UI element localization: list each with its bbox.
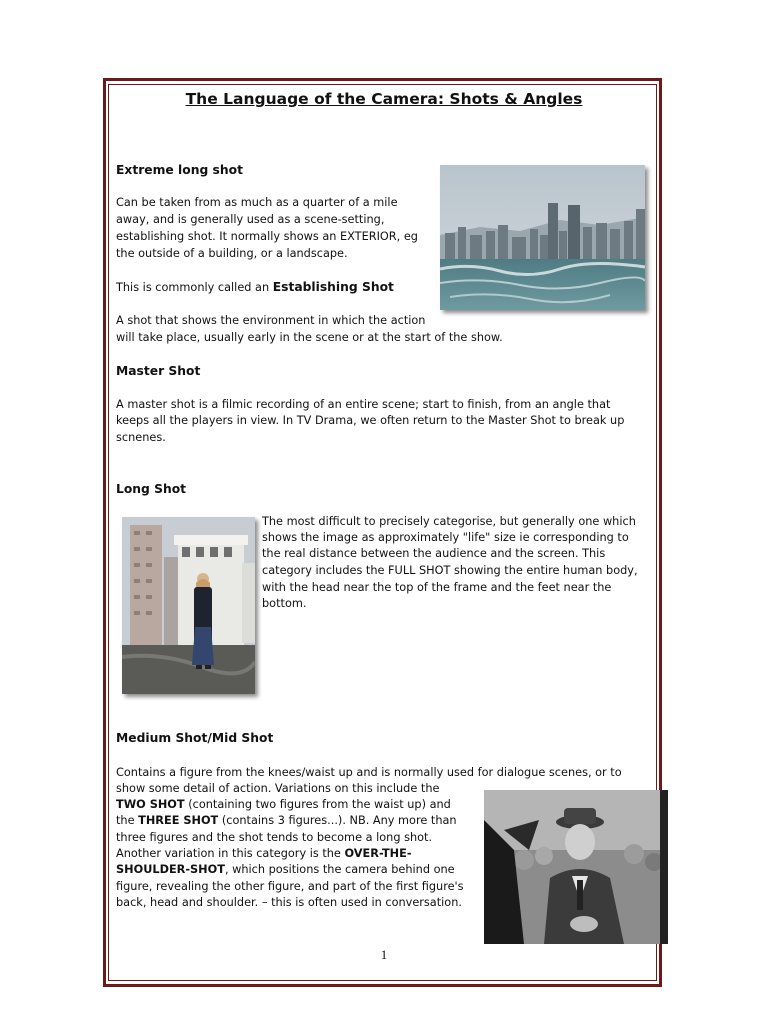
text-line: A master shot is a filmic recording of an entire scene; start to finish, from an angle that xyxy=(116,398,611,411)
text-line: show some detail of action. Variations on this include the xyxy=(116,782,440,795)
medium-shot-image xyxy=(484,790,668,944)
text-line xyxy=(116,862,455,879)
film-still-illustration xyxy=(484,790,668,944)
text-span: (containing two figures from the waist up) and xyxy=(184,798,451,811)
text-line: keeps all the players in view. In TV Drama, we often return to the Master Shot to break up xyxy=(116,414,625,427)
text-span: This is commonly called an xyxy=(116,281,273,294)
text-line: Can be taken from as much as a quarter of a mile xyxy=(116,196,398,209)
skyline-illustration xyxy=(440,165,645,310)
text-line: The most difficult to precisely categorise, but generally one which xyxy=(262,515,636,528)
bold-term: TWO SHOT xyxy=(116,798,185,811)
text-span: the xyxy=(116,814,139,827)
bold-term: THREE SHOT xyxy=(138,814,219,827)
text-line: the real distance between the audience and the screen. This xyxy=(262,547,606,560)
heading-long-shot: Long Shot xyxy=(116,482,187,496)
skyline-image xyxy=(440,165,645,310)
heading-medium-shot: Medium Shot/Mid Shot xyxy=(116,731,274,745)
establishing-shot-line xyxy=(116,279,394,297)
text-line: will take place, usually early in the scene or at the start of the show. xyxy=(116,331,503,344)
text-line: scnenes. xyxy=(116,431,166,444)
text-line: establishing shot. It normally shows an EXTERIOR, eg xyxy=(116,230,418,243)
text-line: the outside of a building, or a landscape. xyxy=(116,247,348,260)
text-line: figure, revealing the other figure, and part of the first figure's xyxy=(116,880,464,893)
text-line xyxy=(116,813,457,830)
text-line: with the head near the top of the frame and the feet near the xyxy=(262,581,612,594)
text-span: , which positions the camera behind one xyxy=(224,863,455,876)
text-line xyxy=(116,797,451,814)
text-line: category includes the FULL SHOT showing the entire human body, xyxy=(262,564,638,577)
text-line: Contains a figure from the knees/waist up and is normally used for dialogue scenes, or to xyxy=(116,766,622,779)
text-line: A shot that shows the environment in which the action xyxy=(116,314,426,327)
text-span: (contains 3 figures...). NB. Any more than xyxy=(218,814,457,827)
text-line: away, and is generally used as a scene-setting, xyxy=(116,213,385,226)
text-line: bottom. xyxy=(262,597,307,610)
bold-term: SHOULDER-SHOT xyxy=(116,863,225,876)
text-line: three figures and the shot tends to become a long shot. xyxy=(116,831,433,844)
rooftop-illustration xyxy=(122,517,255,694)
page-number: 1 xyxy=(380,947,388,962)
text-line: shows the image as approximately "life" size ie corresponding to xyxy=(262,531,629,544)
text-span: Another variation in this category is the xyxy=(116,847,345,860)
bold-term: OVER-THE- xyxy=(344,847,412,860)
bold-term: Establishing Shot xyxy=(272,280,394,294)
long-shot-image xyxy=(122,517,255,694)
heading-master-shot: Master Shot xyxy=(116,364,201,378)
text-line: back, head and shoulder. – this is often used in conversation. xyxy=(116,896,462,909)
heading-extreme-long-shot: Extreme long shot xyxy=(116,163,243,177)
text-line xyxy=(116,846,412,863)
page-title: The Language of the Camera: Shots & Angles xyxy=(185,90,583,108)
